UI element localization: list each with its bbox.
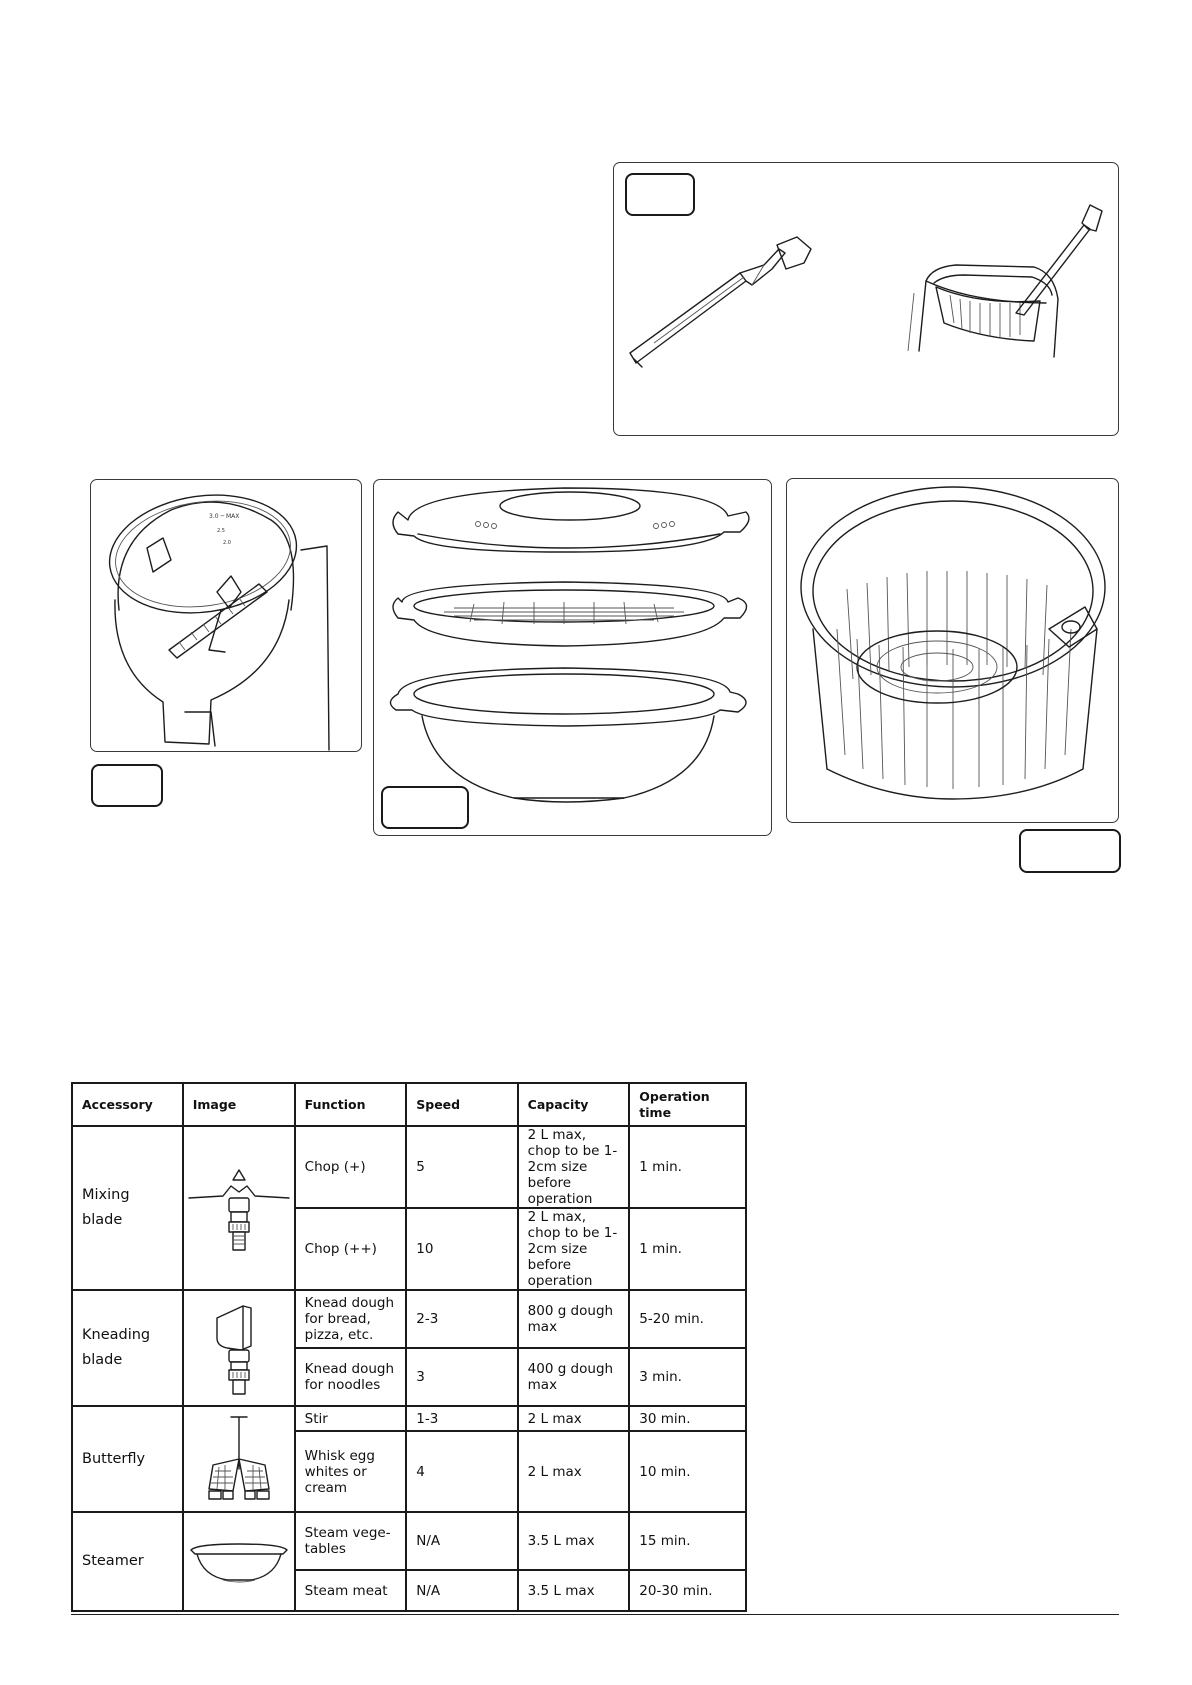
function-cell: Knead dough for bread, pizza, etc.: [295, 1290, 407, 1348]
function-cell: Steam vege-tables: [295, 1512, 407, 1570]
table-header-row: [72, 1083, 746, 1126]
function-cell: Chop (+): [295, 1126, 407, 1208]
speed-cell: 2-3: [406, 1290, 517, 1348]
header-speed: Speed: [406, 1083, 517, 1126]
page-footer-rule: [71, 1614, 1119, 1615]
capacity-cell: 2 L max: [518, 1406, 630, 1431]
butterfly-whisk-icon: [187, 1409, 291, 1509]
time-cell: 1 min.: [629, 1126, 746, 1208]
time-cell: 15 min.: [629, 1512, 746, 1570]
accessory-image-cell: [183, 1126, 295, 1290]
accessory-name: Kneading blade: [72, 1290, 183, 1406]
time-cell: 20-30 min.: [629, 1570, 746, 1611]
function-cell: Knead dough for noodles: [295, 1348, 407, 1406]
function-cell: Steam meat: [295, 1570, 407, 1611]
table-row: [72, 1406, 746, 1431]
capacity-cell: 400 g dough max: [518, 1348, 630, 1406]
time-cell: 5-20 min.: [629, 1290, 746, 1348]
accessory-name: Butterfly: [72, 1406, 183, 1512]
function-cell: Chop (++): [295, 1208, 407, 1290]
cooking-basket-figure-panel: [786, 478, 1119, 823]
steamer-icon: [187, 1532, 291, 1592]
speed-cell: N/A: [406, 1512, 517, 1570]
capacity-cell: 2 L max: [518, 1431, 630, 1512]
svg-text:2.5: 2.5: [217, 528, 225, 534]
speed-cell: 4: [406, 1431, 517, 1512]
function-cell: Stir: [295, 1406, 407, 1431]
accessory-name: Mixing blade: [72, 1126, 183, 1290]
capacity-cell: 800 g dough max: [518, 1290, 630, 1348]
svg-text:2.0: 2.0: [223, 540, 231, 546]
accessory-image-cell: [183, 1406, 295, 1512]
table-row: [72, 1290, 746, 1348]
jug-with-basket-icon: [908, 205, 1102, 357]
speed-cell: 10: [406, 1208, 517, 1290]
header-function: Function: [295, 1083, 407, 1126]
cooking-basket-illustration: [787, 479, 1118, 822]
spatula-icon: [630, 237, 811, 367]
capacity-cell: 2 L max, chop to be 1-2cm size before operation: [518, 1126, 630, 1208]
capacity-cell: 3.5 L max: [518, 1512, 630, 1570]
steamer-set-illustration: [374, 480, 771, 835]
table-row: [72, 1126, 746, 1208]
time-cell: 10 min.: [629, 1431, 746, 1512]
table-row: [72, 1512, 746, 1570]
capacity-cell: 2 L max, chop to be 1-2cm size before operation: [518, 1208, 630, 1290]
time-cell: 3 min.: [629, 1348, 746, 1406]
figure-label-box: [1019, 829, 1121, 873]
header-capacity: Capacity: [518, 1083, 630, 1126]
function-cell: Whisk egg whites or cream: [295, 1431, 407, 1512]
speed-cell: 1-3: [406, 1406, 517, 1431]
mixing-jug-figure-panel: [90, 479, 362, 752]
header-operation-time: Operation time: [629, 1083, 746, 1126]
speed-cell: 5: [406, 1126, 517, 1208]
svg-text:3.0 ─ MAX: 3.0 ─ MAX: [209, 513, 240, 520]
mixing-jug-illustration: [91, 480, 361, 751]
accessory-image-cell: [183, 1290, 295, 1406]
header-image: Image: [183, 1083, 295, 1126]
mixing-blade-icon: [187, 1158, 291, 1258]
speed-cell: 3: [406, 1348, 517, 1406]
steamer-lid-icon: [393, 488, 749, 552]
figure-label-box: [625, 173, 695, 216]
kneading-blade-icon: [187, 1298, 291, 1398]
spatula-figure-panel: [613, 162, 1119, 436]
steamer-tray-icon: [393, 582, 747, 646]
time-cell: 1 min.: [629, 1208, 746, 1290]
figure-label-box: [381, 786, 469, 829]
steamer-bowl-icon: [390, 668, 746, 802]
figure-label-box: [91, 764, 163, 807]
accessory-image-cell: [183, 1512, 295, 1611]
speed-cell: N/A: [406, 1570, 517, 1611]
capacity-cell: 3.5 L max: [518, 1570, 630, 1611]
time-cell: 30 min.: [629, 1406, 746, 1431]
header-accessory: Accessory: [72, 1083, 183, 1126]
accessory-name: Steamer: [72, 1512, 183, 1611]
steamer-figure-panel: [373, 479, 772, 836]
accessory-table: [71, 1082, 747, 1612]
